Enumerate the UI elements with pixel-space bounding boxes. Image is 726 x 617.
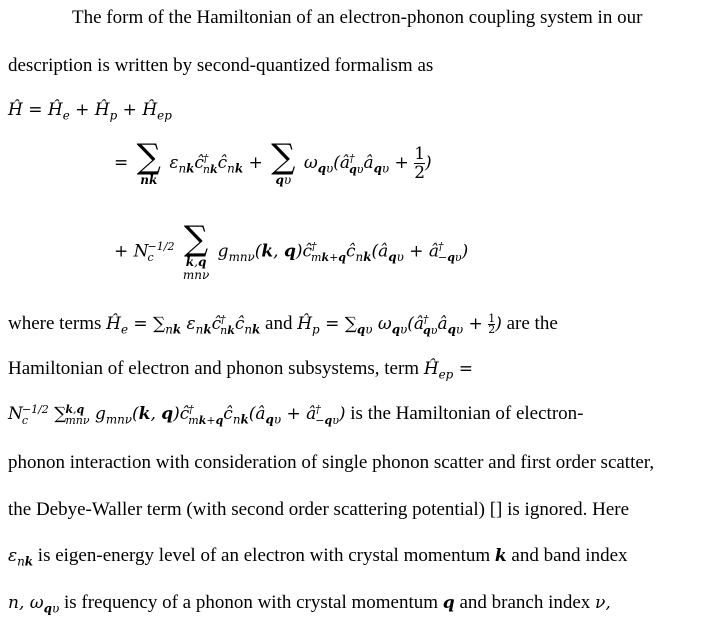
inline-math-k: k [494,546,507,566]
text: and [260,313,298,334]
text: and branch index [454,592,596,613]
text: are the [501,313,558,334]
text: is the Hamiltonian of electron- [345,403,584,424]
inline-math-hp: $Ĥ_p = \sum_{q\upsilon}$ $\omega_{q\upsilon}(â$ † qυ $â_{q\upsilon}$ + $\frac{1}{2}$ ) [297,312,502,337]
inline-math-epsilon: $\varepsilon_{nk}$ [8,546,34,569]
inline-math-hep-expr: N −1/2 c ∑ k,q mnν $g_{mn\nu}(k$, q)ĉ † mk+q $ĉ_{nk}(â_{q\upsilon}$ + â † −qυ ) [8,402,346,427]
text: and band index [506,545,628,566]
inline-math-nu: ν, [595,593,611,613]
text-line-6: phonon interaction with consideration of single phonon scatter and first order scatter, [8,452,655,473]
text-line-2: description is written by second-quantized formalism as [8,55,434,76]
equation-line-2: = ∑ nk $\varepsilon_{nk}ĉ$ † nk $ĉ_{nk}$ + ∑ qυ $\omega_{q\upsilon}(â$ † qυ $â_{q\upsilon}$ + $\frac{1}{2}$ ) [114,137,432,187]
text: where terms [8,313,107,334]
text-line-4 [8,357,473,381]
text-line-5 [8,402,583,426]
inline-math-q: q [442,593,455,613]
text: Hamiltonian of electron and phonon subsystems, term [8,358,424,379]
inline-math-omega: n, $\omega_{q\upsilon}$ [8,593,60,616]
text: is eigen-energy level of an electron with crystal momentum [33,545,495,566]
text: is frequency of a phonon with crystal momentum [59,592,443,613]
text-line-3 [8,312,558,336]
inline-math-hep: $Ĥ_{ep}$ = [423,359,473,382]
text-line-1: The form of the Hamiltonian of an electron-phonon coupling system in our [72,7,643,28]
equation-line-3: + N −1/2 c ∑ k,q mnν $g_{mn\nu}(k$, q)ĉ † mk+q $ĉ_{nk}(â_{q\upsilon}$ + â † −qυ ) [114,219,469,282]
text-line-9 [8,591,611,615]
text-line-8 [8,544,628,568]
text-line-7: the Debye-Waller term (with second order scattering potential) [] is ignored. Here [8,499,630,520]
equation-hamiltonian-total: Ĥ = $Ĥ_e$ + $Ĥ_p$ + $Ĥ_{ep}$ [8,100,172,123]
inline-math-he: $Ĥ_e = \sum_{nk}$ $\varepsilon_{nk}ĉ$ † nk $ĉ_{nk}$ [106,312,261,337]
